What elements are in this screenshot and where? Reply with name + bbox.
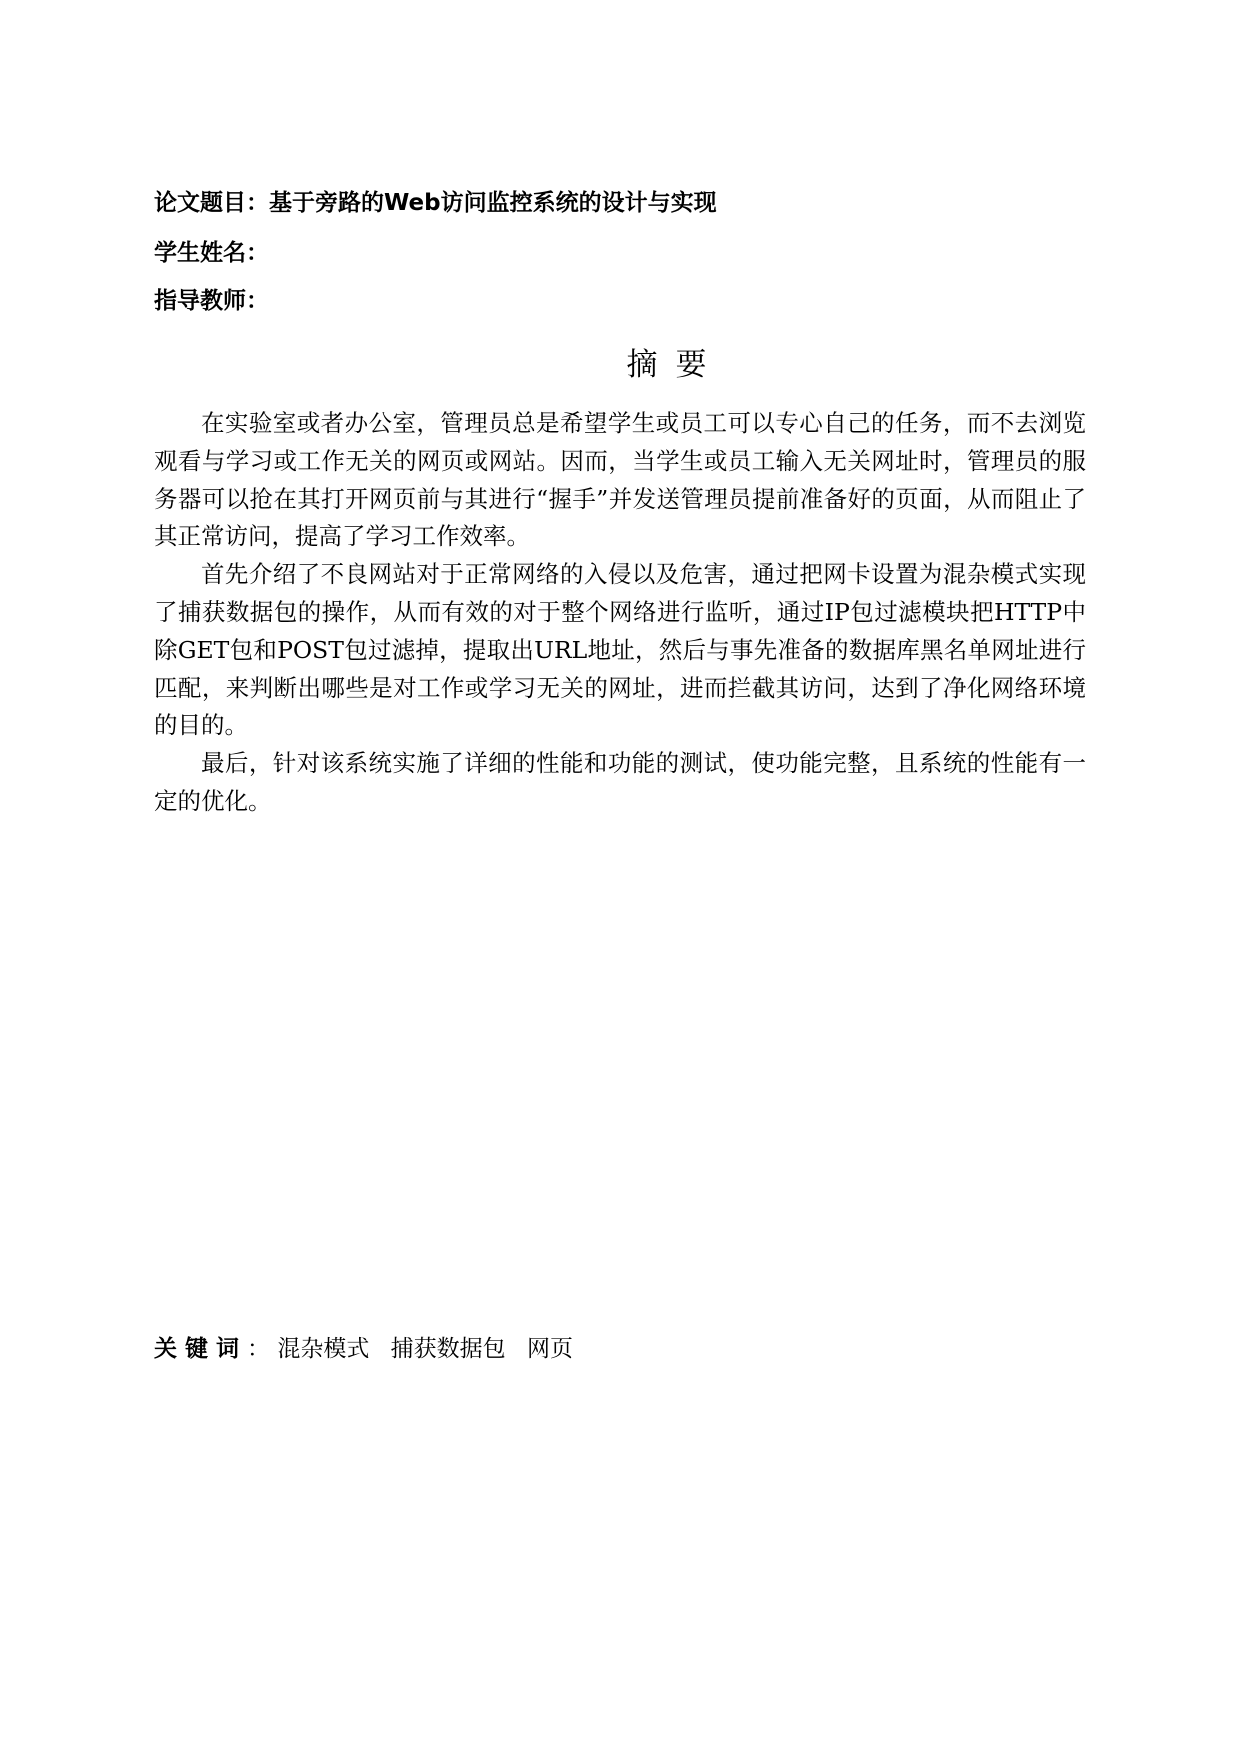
abstract-heading: 摘要 <box>626 347 725 383</box>
keyword-item: 捕获数据包 <box>390 1336 506 1362</box>
student-name-line: 学生姓名： <box>154 240 269 266</box>
advisor-line: 指导教师： <box>154 288 269 314</box>
abstract-paragraph: 在实验室或者办公室，管理员总是希望学生或员工可以专心自己的任务，而不去浏览观看与学习或工作无关的网页或网站。因而，当学生或员工输入无关网址时，管理员的服务器可以抢在其打开网页前与其进行“握手”并发送管理员提前准备好的页面，从而阻止了其正常访问，提高了学习工作效率。 <box>154 409 1086 551</box>
abstract-paragraph: 最后，针对该系统实施了详细的性能和功能的测试，使功能完整，且系统的性能有一定的优化。 <box>154 749 1086 815</box>
abstract-paragraph: 首先介绍了不良网站对于正常网络的入侵以及危害，通过把网卡设置为混杂模式实现了捕获数据包的操作，从而有效的对于整个网络进行监听，通过IP包过滤模块把HTTP中除GET包和POST包过滤掉，提取出URL地址，然后与事先准备的数据库黑名单网址进行匹配，来判断出哪些是对工作或学习无关的网址，进而拦截其访问，达到了净化网络环境的目的。 <box>154 560 1086 740</box>
keywords-line <box>154 1334 587 1364</box>
keywords-label: 关键词 <box>154 1336 247 1362</box>
keyword-item: 混杂模式 <box>277 1336 370 1362</box>
keywords-values <box>277 1336 587 1362</box>
abstract-body <box>154 405 1086 821</box>
keywords-separator: ： <box>247 1336 270 1362</box>
thesis-title-line: 论文题目：基于旁路的Web访问监控系统的设计与实现 <box>154 190 717 216</box>
keyword-item: 网页 <box>526 1336 573 1362</box>
